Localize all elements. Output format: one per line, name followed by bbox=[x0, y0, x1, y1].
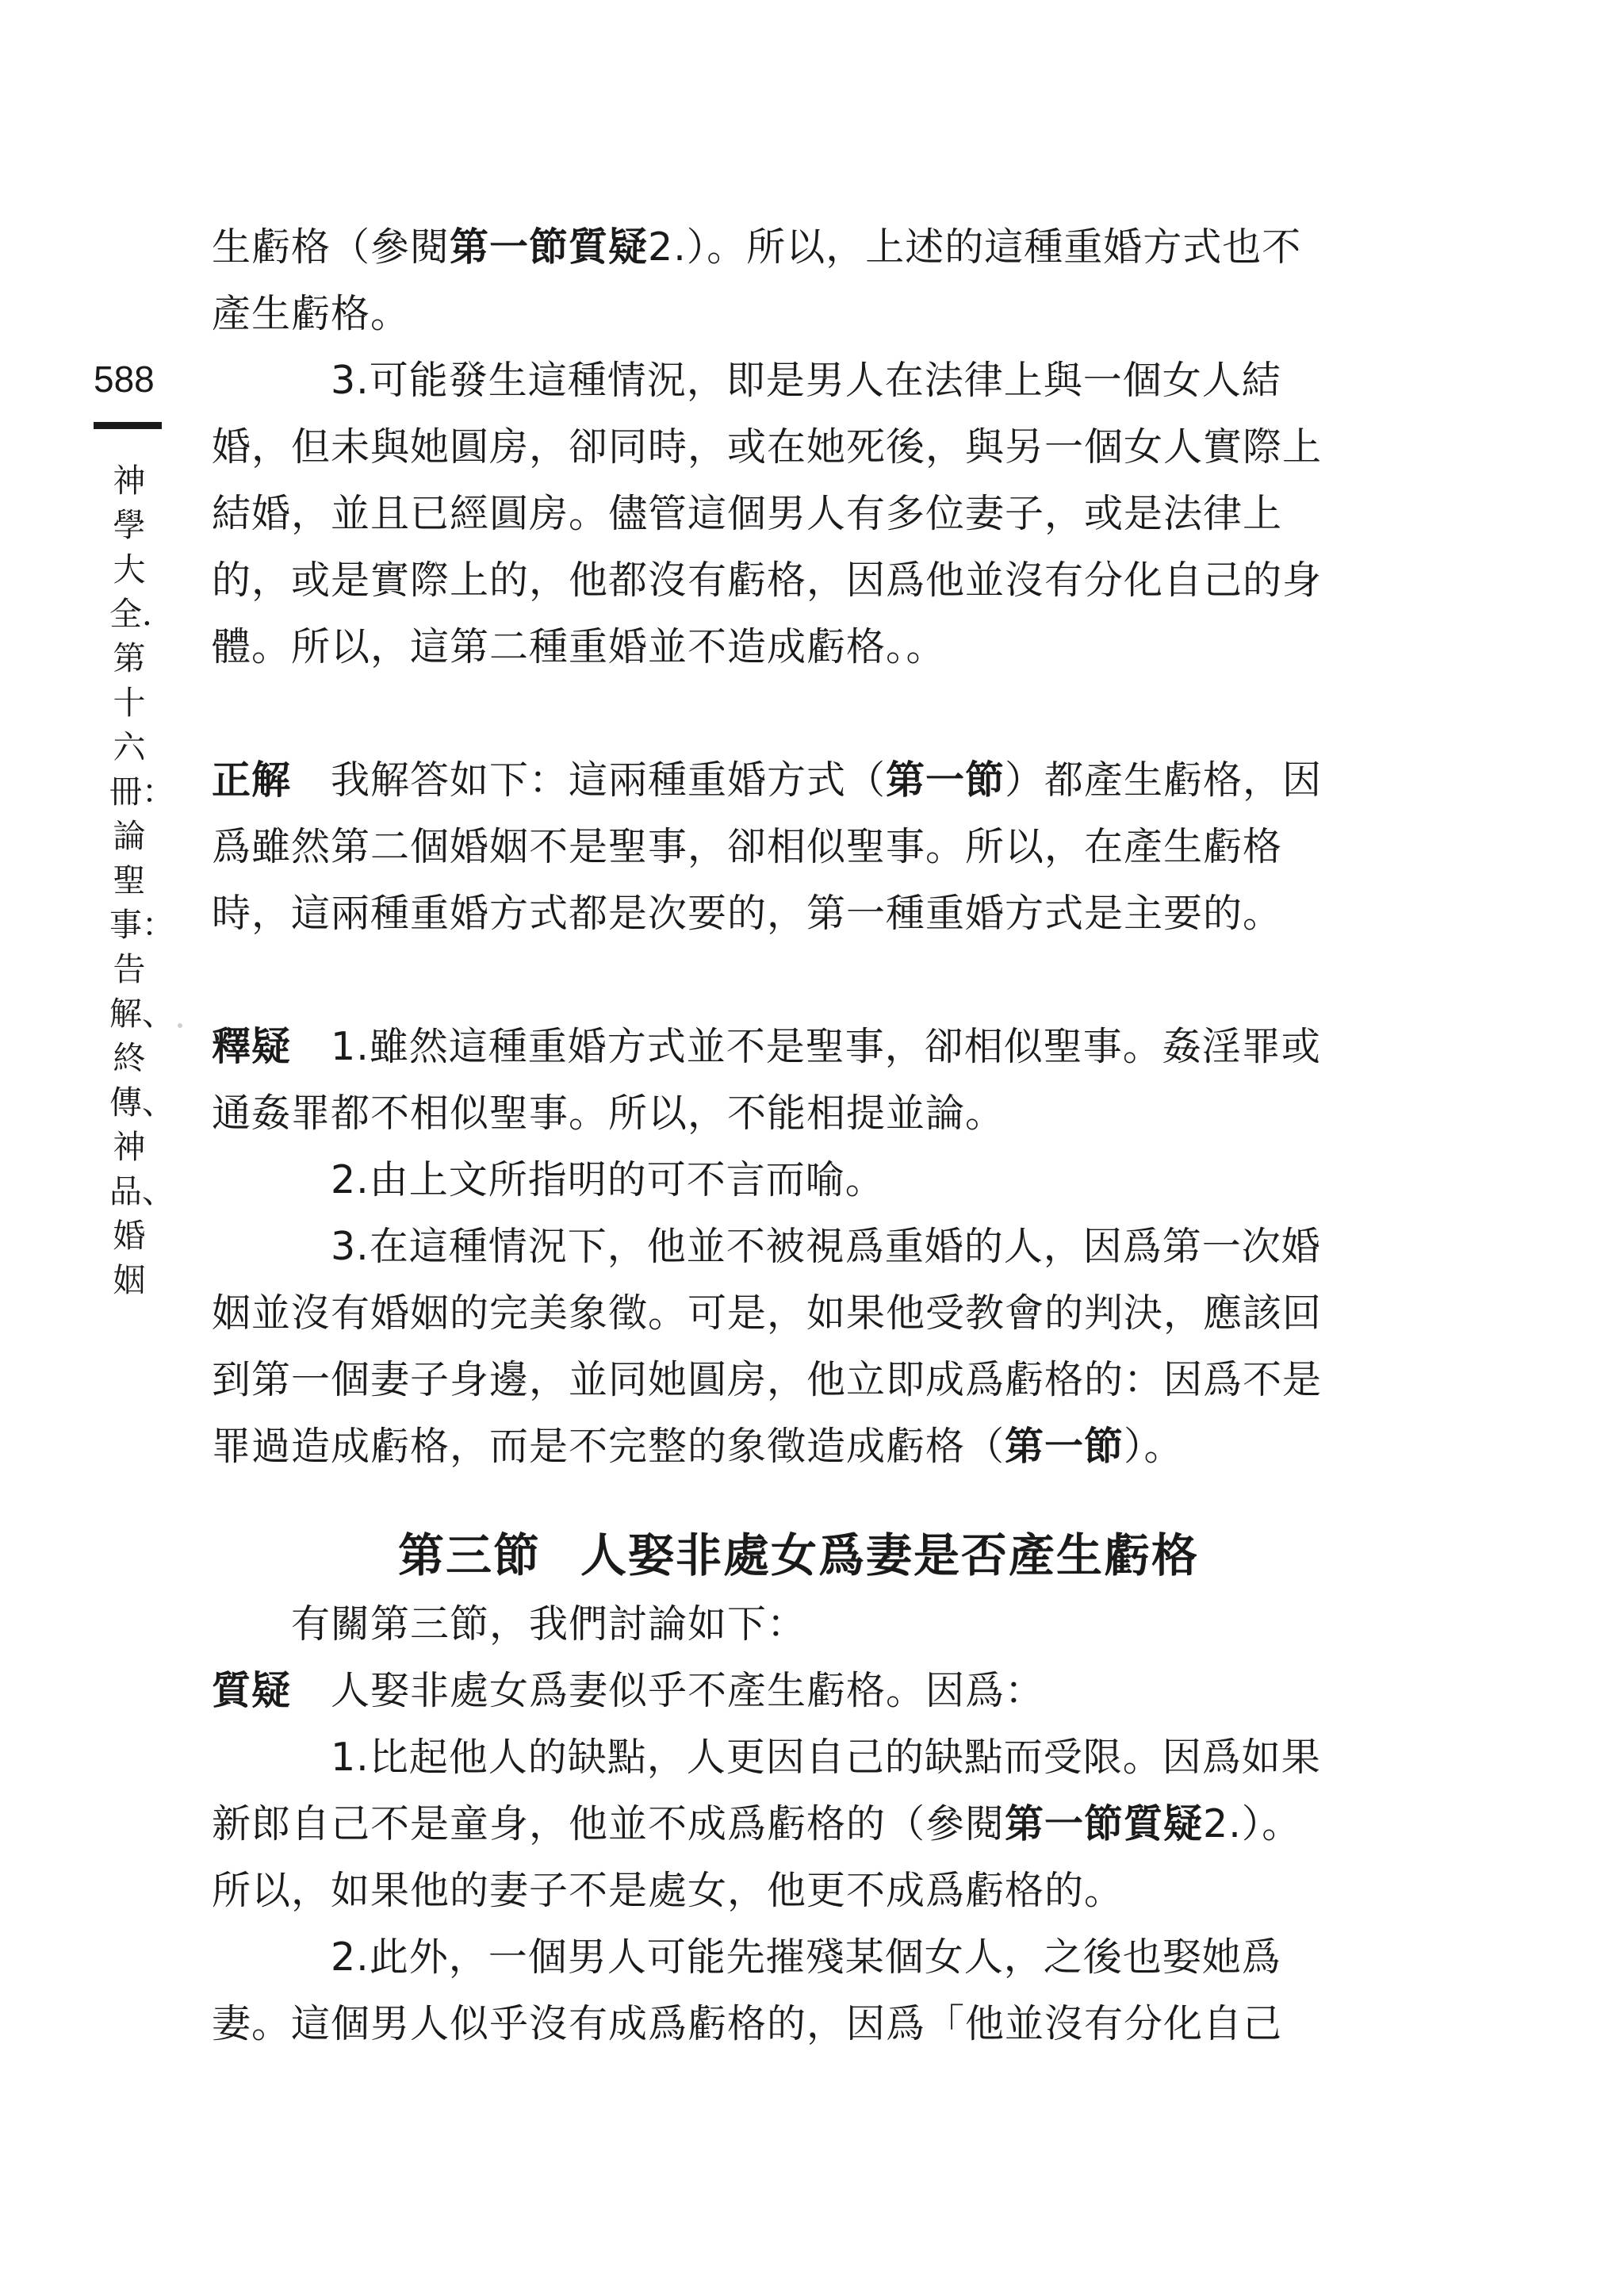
section-number: 第三節 bbox=[397, 1528, 541, 1582]
scan-speck bbox=[178, 1023, 182, 1028]
page-number: 588 bbox=[94, 359, 155, 400]
paragraph-objection: 質疑 人娶非處女爲妻似乎不產生虧格。因爲： bbox=[212, 1668, 1045, 1713]
paragraph-point-3: 3.可能發生這種情況，即是男人在法律上與一個女人結婚，但未與她圓房，卻同時，或在她死後，與另一個女人實際上結婚，並且已經圓房。儘管這個男人有多位妻子，或是法律上的，或是實際上的，他都沒有虧格，因爲他並沒有分化自己的身體。所以，這第二種重婚並不造成虧格。。 bbox=[212, 358, 1323, 669]
reply-label: 釋疑 bbox=[212, 1024, 292, 1069]
spacer bbox=[212, 947, 1338, 1014]
main-text bbox=[212, 214, 1338, 2057]
objection-label: 質疑 bbox=[212, 1668, 292, 1713]
section-title: 人娶非處女爲妻是否產生虧格 bbox=[580, 1528, 1200, 1582]
running-head: 神學大全．第十六冊：論聖事：告解、終傳、神品、婚姻 bbox=[109, 462, 174, 1299]
paragraph-reply-2: 2.由上文所指明的可不言而喻。 bbox=[331, 1157, 885, 1202]
answer-label: 正解 bbox=[212, 757, 292, 803]
margin-rule bbox=[94, 422, 162, 429]
paragraph-reply-1: 釋疑 1.雖然這種重婚方式並不是聖事，卻相似聖事。姦淫罪或通姦罪都不相似聖事。所以，不能相提並論。 bbox=[212, 1024, 1321, 1136]
paragraph-reply-3: 3.在這種情況下，他並不被視爲重婚的人，因爲第一次婚姻並沒有婚姻的完美象徵。可是，如果他受教會的判決，應該回到第一個妻子身邊，並同她圓房，他立即成爲虧格的：因爲不是罪過造成虧格，而是不完整的象徵造成虧格（第一節）。 bbox=[212, 1224, 1323, 1469]
paragraph-objection-1: 1.比起他人的缺點，人更因自己的缺點而受限。因爲如果新郎自己不是童身，他並不成爲虧格的（參閱第一節質疑2.）。所以，如果他的妻子不是處女，他更不成爲虧格的。 bbox=[212, 1735, 1321, 1913]
paragraph-intro: 有關第三節，我們討論如下： bbox=[291, 1601, 807, 1647]
section-heading bbox=[212, 1520, 1338, 1591]
spacer bbox=[212, 1480, 1338, 1520]
paragraph-continuation: 生虧格（參閱第一節質疑2.）。所以，上述的這種重婚方式也不產生虧格。 bbox=[212, 224, 1302, 336]
paragraph-objection-2: 2.此外，一個男人可能先摧殘某個女人，之後也娶她爲妻。這個男人似乎沒有成爲虧格的，因爲「他並沒有分化自己 bbox=[212, 1934, 1283, 2046]
spacer bbox=[212, 681, 1338, 747]
paragraph-answer: 正解 我解答如下：這兩種重婚方式（第一節）都產生虧格，因爲雖然第二個婚姻不是聖事，卻相似聖事。所以，在產生虧格時，這兩種重婚方式都是次要的，第一種重婚方式是主要的。 bbox=[212, 757, 1323, 936]
